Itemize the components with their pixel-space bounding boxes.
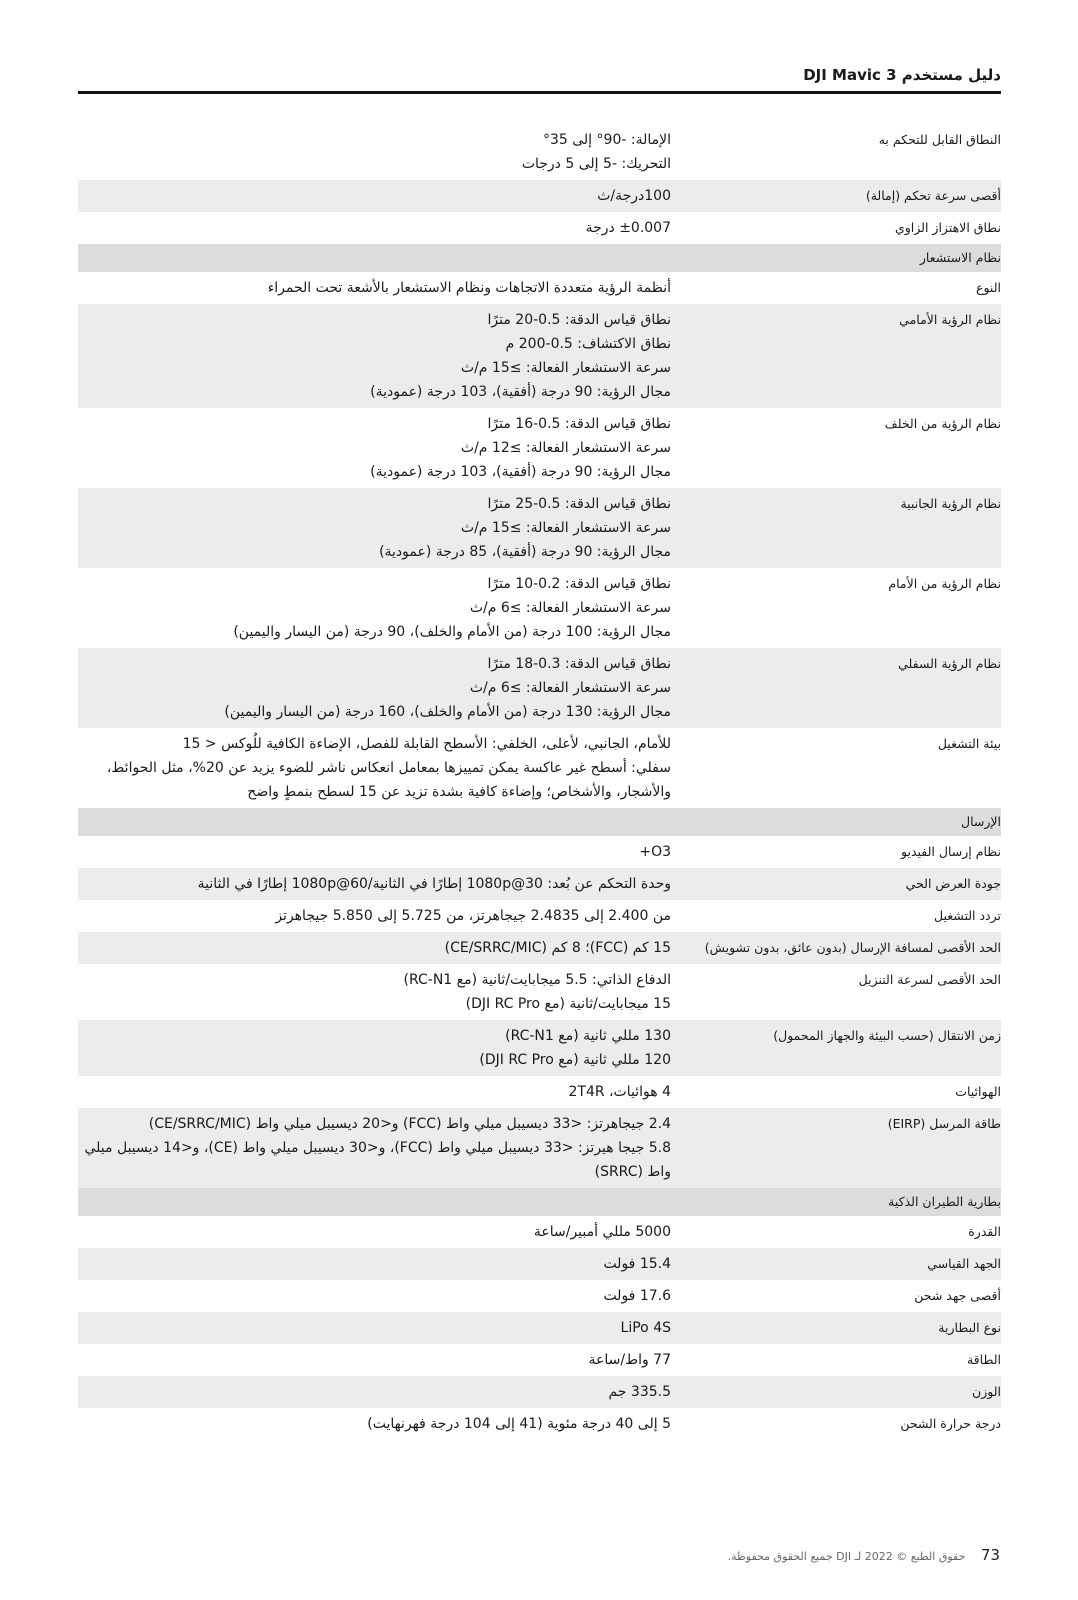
spec-row [78, 932, 1001, 964]
spec-label: نظام الرؤية من الخلف [884, 416, 1001, 431]
spec-row [78, 1408, 1001, 1440]
spec-value-line: مجال الرؤية: 130 درجة (من الأمام والخلف)، 160 درجة (من اليسار واليمين) [224, 704, 671, 720]
spec-label: جودة العرض الحي [671, 868, 1001, 900]
spec-value-line: 335.5 جم [608, 1384, 671, 1400]
spec-value [78, 408, 671, 488]
spec-row [78, 728, 1001, 808]
spec-value [78, 212, 671, 244]
spec-value-line: الدفاع الذاتي: 5.5 ميجابايت/ثانية (مع RC-N1) [403, 972, 671, 988]
spec-value-line: وحدة التحكم عن بُعد: 1080p@30 إطارًا في الثانية/1080p@60 إطارًا في الثانية [197, 876, 671, 892]
spec-value-line: سرعة الاستشعار الفعالة: ≥15 م/ث [460, 360, 671, 376]
spec-row [78, 1312, 1001, 1344]
spec-value [78, 180, 671, 212]
spec-value [78, 868, 671, 900]
spec-value-line: نطاق قياس الدقة: 0.3-18 مترًا [487, 656, 671, 672]
spec-value-line: نطاق قياس الدقة: 0.5-20 مترًا [487, 312, 671, 328]
spec-value [78, 1216, 671, 1248]
spec-value [78, 304, 671, 408]
spec-value-line: للأمام، الجانبي، لأعلى، الخلفي: الأسطح القابلة للفصل، الإضاءة الكافية للُوكس < 15 [182, 736, 671, 752]
spec-value [78, 1108, 671, 1188]
spec-value-line: 15 ميجابايت/ثانية (مع DJI RC Pro) [465, 996, 671, 1012]
spec-row [78, 1076, 1001, 1108]
spec-value-line: 15.4 فولت [603, 1256, 671, 1272]
spec-row [78, 868, 1001, 900]
spec-value-line: O3+ [639, 844, 671, 860]
spec-row [78, 1376, 1001, 1408]
spec-value-line: نطاق قياس الدقة: 0.5-16 مترًا [487, 416, 671, 432]
spec-value [78, 1408, 671, 1440]
spec-row [78, 180, 1001, 212]
spec-row [78, 488, 1001, 568]
spec-value-line: مجال الرؤية: 90 درجة (أفقية)، 85 درجة (عمودية) [379, 544, 671, 560]
spec-label: أقصى سرعة تحكم (إمالة) [671, 180, 1001, 212]
spec-label: تردد التشغيل [934, 908, 1001, 923]
spec-value [78, 1344, 671, 1376]
spec-label: الوزن [671, 1376, 1001, 1408]
spec-row [78, 124, 1001, 180]
spec-value [78, 1248, 671, 1280]
spec-table-body [78, 124, 1001, 1440]
spec-label: نظام الرؤية الأمامي [671, 304, 1001, 408]
spec-value-line: سرعة الاستشعار الفعالة: ≥12 م/ث [460, 440, 671, 456]
spec-label: نظام الرؤية الجانبية [671, 488, 1001, 568]
spec-row [78, 1020, 1001, 1076]
spec-label: الحد الأقصى لمسافة الإرسال (بدون عائق، بدون تشويش) [671, 932, 1001, 964]
spec-value-line: مجال الرؤية: 100 درجة (من الأمام والخلف)، 90 درجة (من اليسار واليمين) [233, 624, 671, 640]
spec-value-line: نطاق قياس الدقة: 0.2-10 مترًا [487, 576, 671, 592]
copyright-notice: حقوق الطبع © 2022 لـ DJI جميع الحقوق محفوظة. [727, 1550, 966, 1563]
page-header [78, 64, 1001, 94]
spec-value-line: 5.8 جيجا هيرتز: <33 ديسيبل ميلي واط (FCC)، و<30 ديسيبل ميلي واط (CE)، و<14 ديسيبل ميلي واط (SRRC) [84, 1140, 671, 1180]
spec-value [78, 1280, 671, 1312]
section-title: نظام الاستشعار [78, 244, 1001, 272]
spec-row [78, 1216, 1001, 1248]
section-header-row [78, 244, 1001, 272]
spec-row [78, 1280, 1001, 1312]
spec-label: بيئة التشغيل [937, 736, 1001, 751]
spec-row [78, 900, 1001, 932]
spec-row [78, 568, 1001, 648]
spec-value-line: 77 واط/ساعة [588, 1352, 671, 1368]
spec-value-line: سرعة الاستشعار الفعالة: ≥15 م/ث [460, 520, 671, 536]
spec-row [78, 1344, 1001, 1376]
spec-label: نظام الرؤية من الأمام [888, 576, 1001, 591]
spec-value-line: 17.6 فولت [603, 1288, 671, 1304]
spec-row [78, 408, 1001, 488]
spec-value [78, 1312, 671, 1344]
document-title: دليل مستخدم DJI Mavic 3 [803, 66, 1001, 84]
spec-value [78, 1076, 671, 1108]
spec-table [78, 124, 1001, 1440]
spec-value-line: مجال الرؤية: 90 درجة (أفقية)، 103 درجة (عمودية) [370, 464, 671, 480]
spec-value-line: الإمالة: -90° إلى 35° [542, 132, 671, 148]
spec-value-line: التحريك: -5 إلى 5 درجات [521, 156, 671, 172]
spec-label: الجهد القياسي [671, 1248, 1001, 1280]
spec-label: الهوائيات [955, 1084, 1001, 1099]
spec-label: نوع البطارية [671, 1312, 1001, 1344]
spec-value-line: 15 كم (FCC)؛ 8 كم (CE/SRRC/MIC) [444, 940, 671, 956]
section-title: بطارية الطيران الذكية [78, 1188, 1001, 1216]
spec-row [78, 304, 1001, 408]
spec-value-line: نطاق قياس الدقة: 0.5-25 مترًا [487, 496, 671, 512]
spec-label: نظام الرؤية السفلي [671, 648, 1001, 728]
spec-label: طاقة المرسل (EIRP) [671, 1108, 1001, 1188]
spec-value-line: 130 مللي ثانية (مع RC-N1) [505, 1028, 671, 1044]
spec-row [78, 836, 1001, 868]
spec-value-line: 100درجة/ث [597, 188, 671, 204]
spec-label: الطاقة [966, 1352, 1001, 1367]
spec-label: أقصى جهد شحن [914, 1288, 1001, 1303]
spec-value-line: مجال الرؤية: 90 درجة (أفقية)، 103 درجة (عمودية) [370, 384, 671, 400]
spec-value-line: سرعة الاستشعار الفعالة: ≥6 م/ث [469, 600, 671, 616]
spec-value [78, 900, 671, 932]
spec-label: زمن الانتقال (حسب البيئة والجهاز المحمول) [671, 1020, 1001, 1076]
spec-label: النوع [976, 280, 1001, 295]
spec-value-line: أنظمة الرؤية متعددة الاتجاهات ونظام الاستشعار بالأشعة تحت الحمراء [267, 280, 671, 296]
spec-value [78, 568, 671, 648]
spec-value [78, 488, 671, 568]
spec-value [78, 1376, 671, 1408]
section-header-row [78, 1188, 1001, 1216]
spec-value [78, 124, 671, 180]
spec-value-line: ±0.007 درجة [585, 220, 671, 236]
spec-value [78, 836, 671, 868]
spec-value-line: سفلي: أسطح غير عاكسة يمكن تمييزها بمعامل انعكاس ناشر للضوء يزيد عن 20%، مثل الحوائط، والأشجار، والأشخاص؛ وإضاءة كافية بشدة تزيد عن 15 لسطح بنمطٍ واضح [106, 760, 671, 800]
spec-label: نطاق الاهتزاز الزاوي [894, 220, 1001, 235]
spec-value-line: 5000 مللي أمبير/ساعة [533, 1224, 671, 1240]
spec-value [78, 932, 671, 964]
spec-value [78, 648, 671, 728]
spec-value [78, 728, 671, 808]
spec-row [78, 272, 1001, 304]
spec-label: النطاق القابل للتحكم به [878, 132, 1001, 147]
spec-row [78, 212, 1001, 244]
spec-value-line: سرعة الاستشعار الفعالة: ≥6 م/ث [469, 680, 671, 696]
spec-value-line: 4 هوائيات، 2T4R [568, 1084, 671, 1100]
spec-row [78, 648, 1001, 728]
spec-label: الحد الأقصى لسرعة التنزيل [858, 972, 1001, 987]
spec-value [78, 1020, 671, 1076]
page-number: 73 [980, 1546, 1000, 1564]
spec-value-line: LiPo 4S [620, 1320, 671, 1336]
spec-label: نظام إرسال الفيديو [901, 844, 1001, 859]
spec-value [78, 272, 671, 304]
spec-value-line: 2.4 جيجاهرتز: <33 ديسيبل ميلي واط (FCC) و<20 ديسيبل ميلي واط (CE/SRRC/MIC) [148, 1116, 671, 1132]
section-header-row [78, 808, 1001, 836]
spec-value [78, 964, 671, 1020]
spec-label: درجة حرارة الشحن [900, 1416, 1001, 1431]
spec-value-line: من 2.400 إلى 2.4835 جيجاهرتز، من 5.725 إلى 5.850 جيجاهرتز [275, 908, 671, 924]
spec-row [78, 1108, 1001, 1188]
spec-value-line: 120 مللي ثانية (مع DJI RC Pro) [479, 1052, 671, 1068]
spec-value-line: نطاق الاكتشاف: 0.5-200 م [505, 336, 671, 352]
spec-value-line: 5 إلى 40 درجة مئوية (41 إلى 104 درجة فهرنهايت) [367, 1416, 671, 1432]
spec-row [78, 1248, 1001, 1280]
section-title: الإرسال [78, 808, 1001, 836]
page-footer [728, 1546, 1000, 1564]
spec-label: القدرة [968, 1224, 1001, 1239]
spec-row [78, 964, 1001, 1020]
